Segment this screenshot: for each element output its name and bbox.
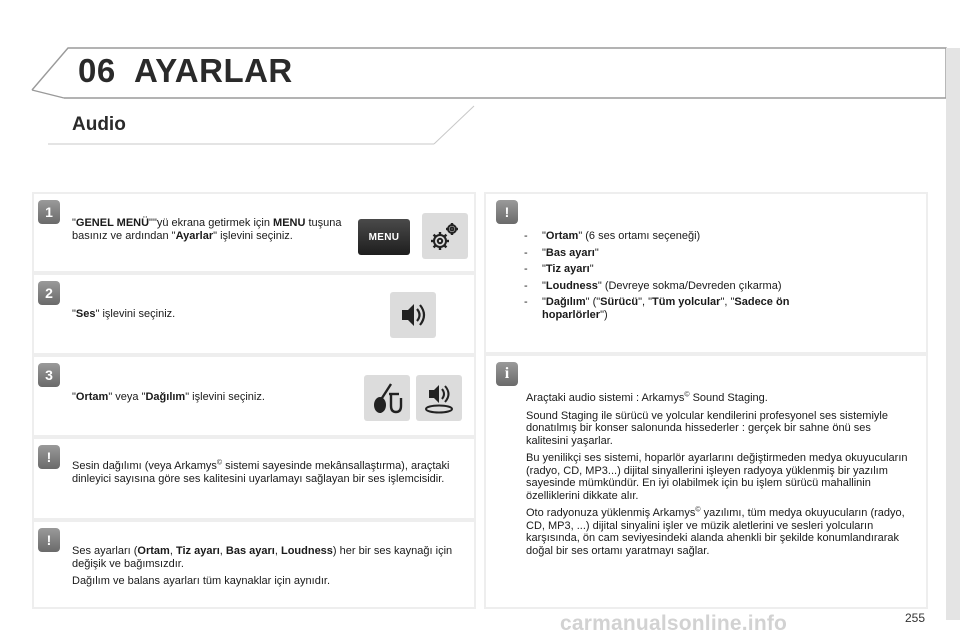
list-item: - "Tiz ayarı" [524, 263, 594, 275]
warning-badge: ! [38, 445, 60, 469]
step-3-badge: 3 [38, 363, 60, 387]
sound-distribution-icon [416, 375, 462, 421]
step-3-card [34, 357, 474, 435]
page-edge-strip [946, 48, 960, 620]
list-item: - "Loudness" (Devreye sokma/Devreden çıkarma) [524, 279, 782, 292]
note-warning-1-card [34, 439, 474, 518]
right-panel [484, 192, 928, 609]
note-warning-2-card [34, 522, 474, 607]
info-badge: i [496, 362, 518, 386]
step-3-text: "Ortam" veya "Dağılım" işlevini seçiniz. [72, 391, 265, 403]
watermark: carmanualsonline.info [560, 612, 788, 635]
list-item: - "Ortam" (6 ses ortamı seçeneği) [524, 230, 701, 242]
step-1-text: "GENEL MENÜ""yü ekrana getirmek için MENU tuşuna basınız ve ardından "Ayarlar" işlevini seçiniz. [72, 217, 342, 242]
warning-badge: ! [38, 528, 60, 552]
arkamys-info-card [486, 356, 926, 607]
chapter-title: AYARLAR [134, 52, 293, 89]
audio-settings-warning-card [486, 194, 926, 352]
chapter-number: 06 [78, 52, 116, 89]
list-item: - "Dağılım" ("Sürücü", "Tüm yolcular", "Sadece ön hoparlörler") [524, 296, 790, 321]
audio-settings-list [522, 230, 902, 325]
music-ambience-icon [364, 375, 410, 421]
settings-gears-icon [422, 213, 468, 259]
step-1-card [34, 194, 474, 271]
step-2-card [34, 275, 474, 353]
arkamys-info-text: Araçtaki audio sistemi : Arkamys© Sound Staging. Sound Staging ile sürücü ve yolcular kendilerini profesyonel ses sistemiyle donatılmış bir konser salonunda hissederler : gerçek bir sahne önü ses kalitesini yaşarlar. Bu yenilikçi ses sistemi, hoparlör ayarlarını değiştirmeden medya okuyucuların (radyo, CD, MP3...) dijital sinyallerini işleyen radyoya yüklenmiş bir yazılım sayesinde mümkündür. En iyi olabilmek için bu işlem sürücü mahallinin özelliklerini dikkate alır. Oto radyonuza yüklenmiş Arkamys© yazılımı, tüm medya okuyucuların (radyo, CD, MP3, ...) dijital sinyalini işler ve müzik aletlerini ve sesleri yolcuların karşısında, ön cam seviyesindeki alanda ahenkli bir şekilde konumlandırarak doğal bir ses ortamı yaratmayı sağlar. [526, 391, 908, 557]
note-warning-2-text: Ses ayarları (Ortam, Tiz ayarı, Bas ayarı, Loudness) her bir ses kaynağı için değişik ve bağımsızdır. Dağılım ve balans ayarları tüm kaynaklar için aynıdır. [72, 545, 453, 587]
left-panel [32, 192, 476, 609]
section-title: Audio [72, 114, 126, 135]
warning-badge: ! [496, 200, 518, 224]
step-2-badge: 2 [38, 281, 60, 305]
note-warning-1-text: Sesin dağılımı (veya Arkamys© sistemi sayesinde mekânsallaştırma), araçtaki dinleyici sayısına göre ses kalitesini uyarlamayı sağlayan bir ses işlemcisidir. [72, 459, 450, 485]
step-2-text: "Ses" işlevini seçiniz. [72, 308, 176, 320]
page-number: 255 [905, 611, 926, 625]
menu-button-icon: MENU [358, 219, 410, 255]
step-1-badge: 1 [38, 200, 60, 224]
speaker-sound-icon [390, 292, 436, 338]
list-item: - "Bas ayarı" [524, 246, 599, 259]
